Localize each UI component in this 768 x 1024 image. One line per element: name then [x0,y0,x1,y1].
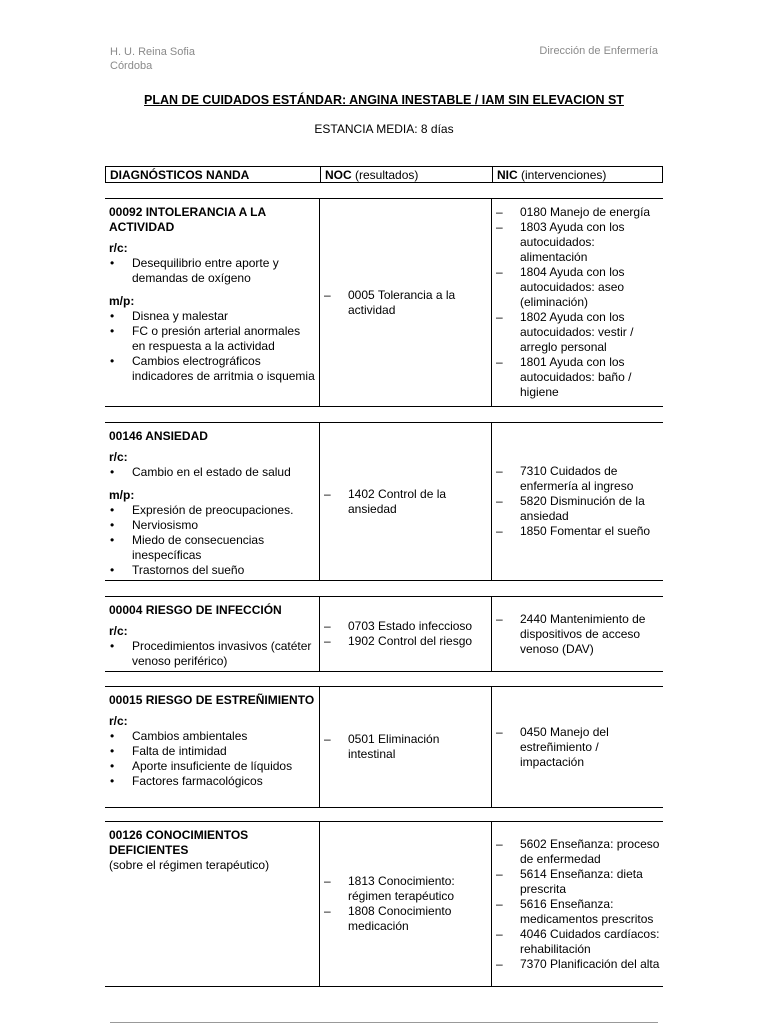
nic-list [494,205,661,400]
list-item: – 1902 Control del riesgo [322,634,472,649]
footer-divider [110,1022,658,1023]
document-header-left [110,45,195,73]
diagnosis-title: 00092 INTOLERANCIA A LA ACTIVIDAD [109,205,266,234]
list-item: • Cambios ambientales [109,729,315,744]
diagnosis-title: 00146 ANSIEDAD [109,429,208,443]
mp-label: m/p: [109,294,135,308]
mp-list [109,309,315,384]
nic-list [494,837,661,972]
list-item: – 0180 Manejo de energía [494,205,661,220]
nic-cell [492,687,663,807]
rc-list [109,465,315,480]
list-item: – 2440 Mantenimiento de dispositivos de acceso venoso (DAV) [494,612,661,657]
list-item: • Falta de intimidad [109,744,315,759]
nic-cell [492,423,663,580]
list-item: – 0703 Estado infeccioso [322,619,472,634]
list-item: – 1801 Ayuda con los autocuidados: baño / higiene [494,355,661,400]
list-item: – 1813 Conocimiento: régimen terapéutico [322,874,489,904]
list-item: – 1402 Control de la ansiedad [322,487,489,517]
list-item: • Cambios electrográficos indicadores de arritmia o isquemia [109,354,315,384]
noc-cell [320,423,492,580]
noc-list [322,732,489,762]
list-item: • Procedimientos invasivos (catéter venoso periférico) [109,639,315,669]
list-item: – 7310 Cuidados de enfermería al ingreso [494,464,661,494]
diagnosis-title: 00004 RIESGO DE INFECCIÓN [109,603,282,617]
list-item: • Trastornos del sueño [109,563,315,578]
mp-label: m/p: [109,488,135,502]
list-item: • FC o presión arterial anormales en respuesta a la actividad [109,324,315,354]
rc-label: r/c: [109,624,128,638]
diagnosis-block-infeccion [105,596,663,672]
department-name: Dirección de Enfermería [539,45,658,57]
list-item: – 1803 Ayuda con los autocuidados: alimentación [494,220,661,265]
list-item: • Disnea y malestar [109,309,315,324]
noc-cell [320,822,492,986]
nic-cell [492,199,663,406]
header-noc-bold: NOC [325,168,352,182]
header-noc [321,167,493,182]
header-nanda: DIAGNÓSTICOS NANDA [106,167,321,182]
noc-list [322,874,489,934]
header-noc-rest: (resultados) [351,168,419,182]
noc-list [322,487,489,517]
list-item: • Aporte insuficiente de líquidos [109,759,315,774]
rc-list [109,256,315,286]
diagnosis-block-conocimientos [105,821,663,987]
hospital-city: Córdoba [110,60,153,72]
list-item: – 1802 Ayuda con los autocuidados: vestir / arreglo personal [494,310,661,355]
noc-cell [320,687,492,807]
list-item: – 7370 Planificación del alta [494,957,661,972]
list-item: • Cambio en el estado de salud [109,465,315,480]
noc-cell [320,597,492,671]
list-item: – 5602 Enseñanza: proceso de enfermedad [494,837,661,867]
nic-list [494,464,661,539]
header-nic-bold: NIC [497,168,518,182]
list-item: – 0501 Eliminación intestinal [322,732,489,762]
nanda-cell [105,822,320,986]
diagnosis-block-estrenimiento [105,686,663,808]
rc-label: r/c: [109,450,128,464]
rc-label: r/c: [109,714,128,728]
nanda-cell [105,199,320,406]
noc-cell [320,199,492,406]
average-stay: ESTANCIA MEDIA: 8 días [314,122,454,136]
noc-list [322,619,472,649]
list-item: • Nerviosismo [109,518,315,533]
nanda-cell [105,687,320,807]
diagnosis-title: 00126 CONOCIMIENTOS DEFICIENTES [109,828,249,857]
list-item: – 4046 Cuidados cardíacos: rehabilitación [494,927,661,957]
header-nic [493,167,662,182]
list-item: – 5820 Disminución de la ansiedad [494,494,661,524]
nic-list [494,725,661,770]
diagnosis-title: 00015 RIESGO DE ESTREÑIMIENTO [109,693,315,707]
table-header [105,166,663,183]
mp-list [109,503,315,578]
list-item: • Desequilibrio entre aporte y demandas de oxígeno [109,256,315,286]
nic-cell [492,822,663,986]
list-item: • Factores farmacológicos [109,774,315,789]
rc-list [109,729,315,789]
document-title: PLAN DE CUIDADOS ESTÁNDAR: ANGINA INESTABLE / IAM SIN ELEVACION ST [144,93,624,107]
list-item: – 0005 Tolerancia a la actividad [322,288,489,318]
nanda-cell [105,423,320,580]
diagnosis-subtitle: (sobre el régimen terapéutico) [109,858,270,872]
nanda-cell [105,597,320,671]
noc-list [322,288,489,318]
list-item: – 1850 Fomentar el sueño [494,524,661,539]
list-item: – 5616 Enseñanza: medicamentos prescritos [494,897,661,927]
list-item: • Expresión de preocupaciones. [109,503,315,518]
list-item: – 1808 Conocimiento medicación [322,904,489,934]
diagnosis-block-intolerancia [105,198,663,407]
list-item: – 1804 Ayuda con los autocuidados: aseo (eliminación) [494,265,661,310]
nic-cell [492,597,663,671]
rc-label: r/c: [109,241,128,255]
list-item: – 5614 Enseñanza: dieta prescrita [494,867,661,897]
list-item: • Miedo de consecuencias inespecíficas [109,533,315,563]
nic-list [494,612,661,657]
hospital-name: H. U. Reina Sofia [110,46,195,58]
rc-list [109,639,315,669]
diagnosis-block-ansiedad [105,422,663,581]
list-item: – 0450 Manejo del estreñimiento / impactación [494,725,661,770]
header-nic-rest: (intervenciones) [517,168,607,182]
